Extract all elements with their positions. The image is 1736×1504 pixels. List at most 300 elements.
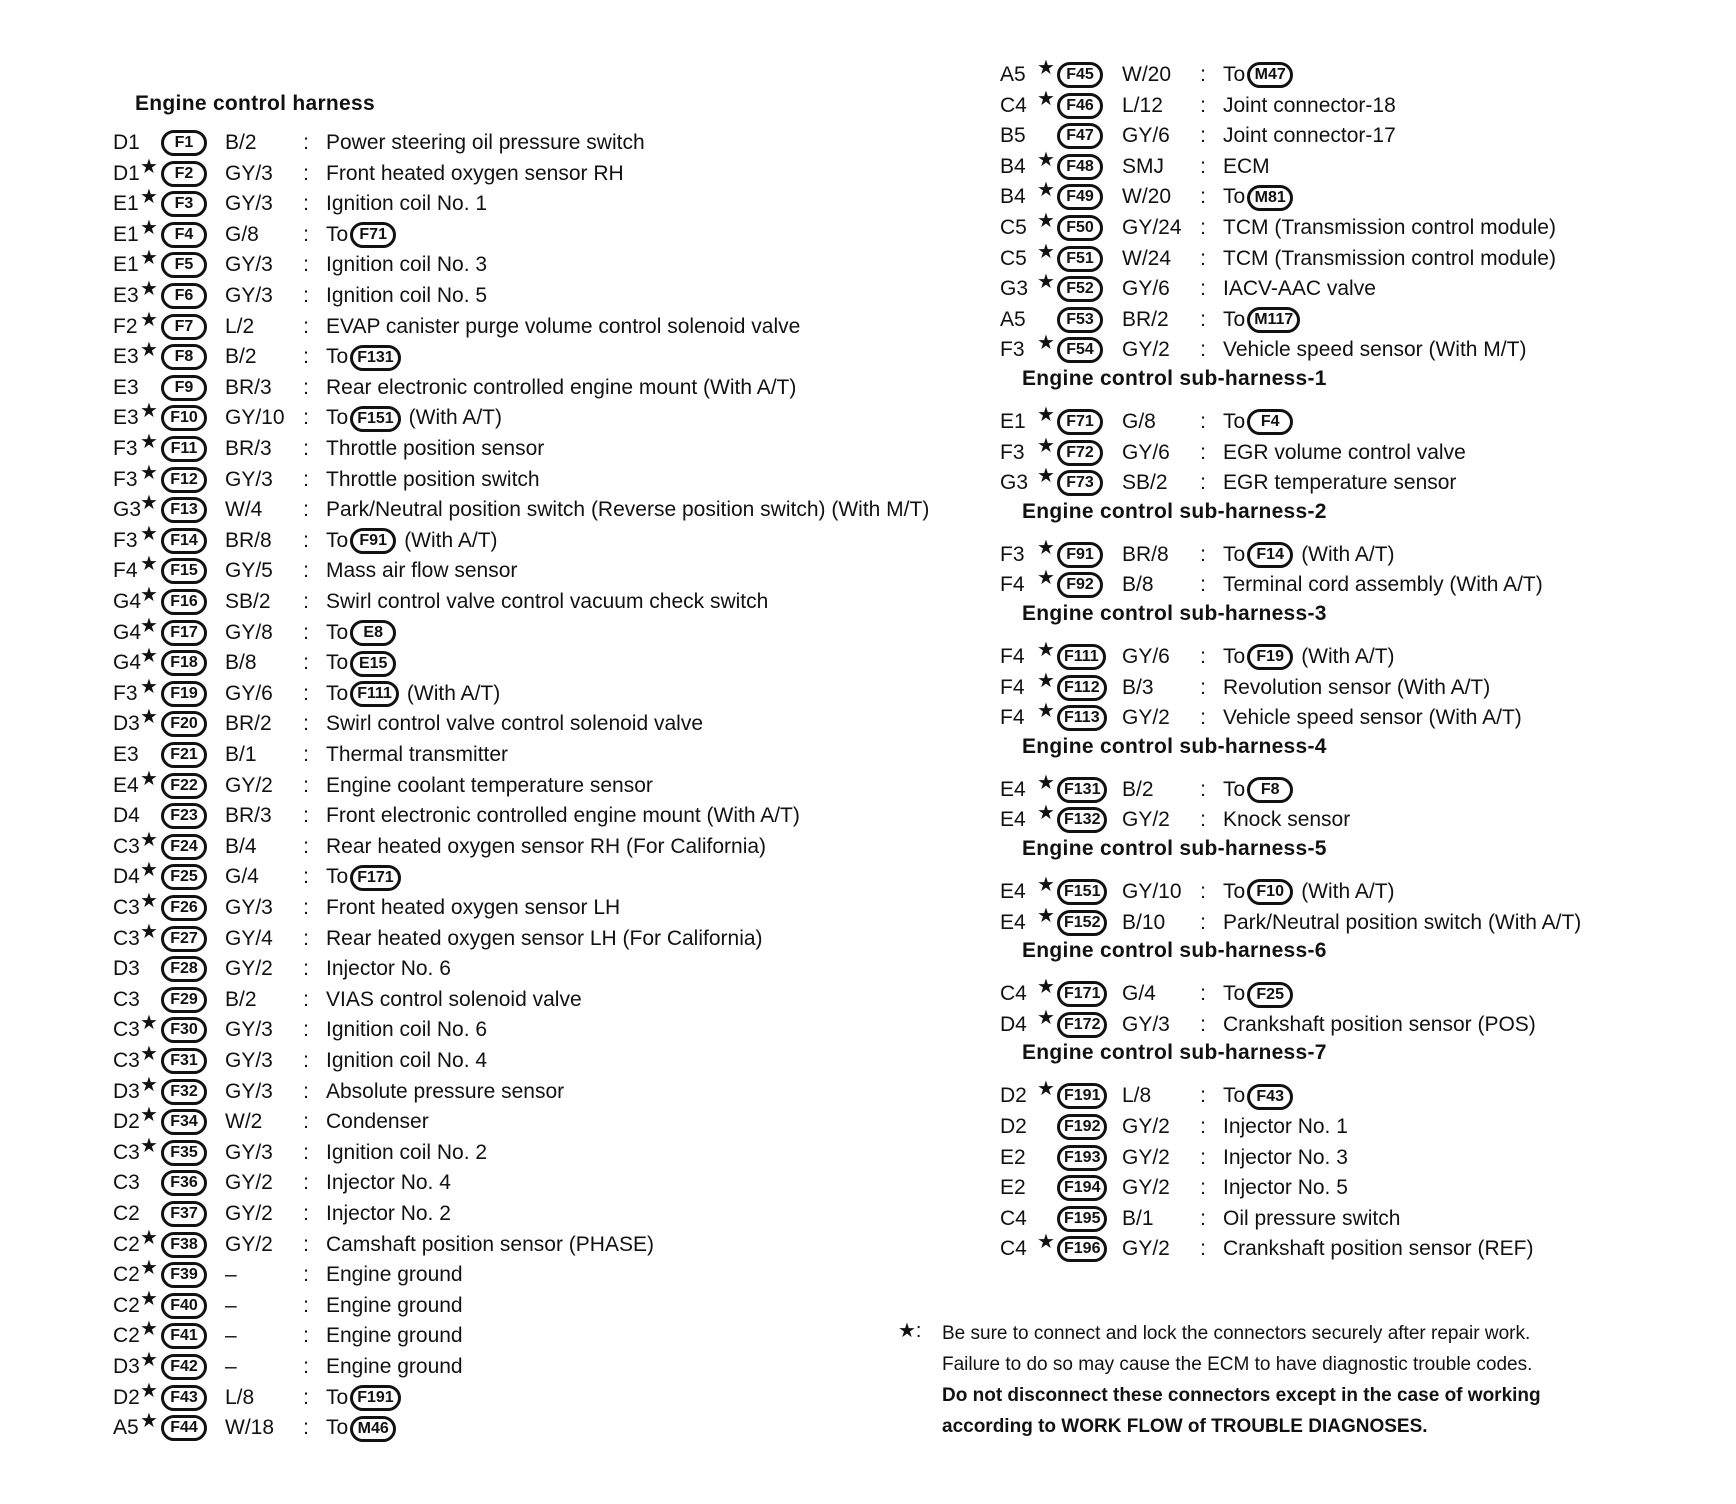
star-icon: ★ bbox=[1037, 904, 1055, 927]
description-text: Camshaft position sensor (PHASE) bbox=[326, 1232, 654, 1256]
grid-location: C3 bbox=[113, 1171, 140, 1195]
footnote-line-2: Failure to do so may cause the ECM to have diagnostic trouble codes. bbox=[942, 1354, 1533, 1375]
wire-spec: B/8 bbox=[1122, 573, 1154, 597]
connector-description bbox=[326, 128, 645, 158]
separator: : bbox=[303, 222, 309, 246]
grid-location: F4 bbox=[113, 559, 138, 583]
description-text: Condenser bbox=[326, 1110, 429, 1134]
description-text: Park/Neutral position switch (Reverse position switch) (With M/T) bbox=[326, 498, 930, 522]
connector-row bbox=[1000, 669, 1736, 703]
separator: : bbox=[303, 284, 309, 307]
grid-location: C4 bbox=[1000, 1206, 1027, 1230]
grid-location: E3 bbox=[113, 406, 139, 430]
grid-location: F3 bbox=[1000, 440, 1025, 464]
target-connector: E15 bbox=[350, 651, 396, 677]
connector-description bbox=[326, 312, 800, 342]
connector-description bbox=[1223, 642, 1395, 672]
connector-description bbox=[326, 618, 396, 648]
connector-id: F8 bbox=[161, 344, 207, 370]
separator: : bbox=[1200, 185, 1206, 209]
description-text: Rear heated oxygen sensor LH (For California) bbox=[326, 926, 763, 950]
connector-id: F39 bbox=[161, 1262, 207, 1288]
description-text: To bbox=[326, 528, 349, 552]
connector-id: F42 bbox=[161, 1354, 207, 1380]
description-text: Crankshaft position sensor (POS) bbox=[1223, 1012, 1536, 1036]
connector-id: F172 bbox=[1057, 1012, 1107, 1038]
separator: : bbox=[1200, 808, 1206, 832]
grid-location: E3 bbox=[113, 284, 139, 307]
target-connector: F25 bbox=[1247, 982, 1293, 1008]
wire-spec: BR/2 bbox=[225, 712, 272, 736]
connector-description bbox=[326, 924, 763, 954]
connector-id: F44 bbox=[161, 1415, 207, 1441]
star-icon: ★ bbox=[1037, 771, 1055, 794]
description-text: To bbox=[326, 1416, 349, 1440]
connector-id: F43 bbox=[161, 1385, 207, 1411]
connector-id: F171 bbox=[1057, 981, 1107, 1007]
star-icon: ★ bbox=[1037, 210, 1055, 232]
separator: : bbox=[1200, 573, 1206, 597]
wire-spec: GY/3 bbox=[225, 1049, 273, 1072]
connector-id: F52 bbox=[1057, 276, 1103, 302]
section-title: Engine control sub-harness-4 bbox=[1022, 734, 1327, 758]
wire-spec: B/2 bbox=[225, 987, 257, 1011]
connector-description bbox=[326, 434, 544, 464]
connector-description bbox=[326, 1413, 396, 1443]
connector-id: F41 bbox=[161, 1323, 207, 1349]
description-text: To bbox=[1223, 542, 1246, 566]
grid-location: E3 bbox=[113, 345, 139, 369]
connector-row bbox=[0, 706, 1000, 739]
wire-spec: GY/2 bbox=[1122, 1145, 1170, 1169]
connector-description bbox=[326, 954, 451, 984]
target-connector: M81 bbox=[1247, 185, 1293, 211]
connector-row bbox=[1000, 179, 1736, 212]
connector-id: F191 bbox=[1057, 1083, 1107, 1109]
connector-id: F112 bbox=[1057, 675, 1107, 701]
wire-spec: – bbox=[225, 1263, 237, 1287]
connector-id: F48 bbox=[1057, 154, 1103, 180]
connector-id: F5 bbox=[161, 252, 207, 278]
grid-location: F3 bbox=[1000, 542, 1025, 566]
star-icon: ★ bbox=[140, 706, 158, 729]
wire-spec: GY/3 bbox=[225, 467, 273, 491]
connector-description bbox=[326, 1352, 463, 1382]
description-text: Engine ground bbox=[326, 1263, 463, 1287]
connector-id: F37 bbox=[161, 1201, 207, 1227]
connector-id: F195 bbox=[1057, 1206, 1107, 1232]
connector-description bbox=[1223, 1081, 1293, 1111]
wire-spec: BR/3 bbox=[225, 437, 272, 460]
star-icon: ★ bbox=[140, 400, 158, 423]
grid-location: D3 bbox=[113, 1355, 140, 1378]
star-icon: ★ bbox=[140, 1073, 158, 1096]
target-connector: F43 bbox=[1247, 1084, 1293, 1110]
description-suffix: (With A/T) bbox=[404, 528, 498, 552]
grid-location: F3 bbox=[113, 467, 138, 491]
wire-spec: GY/24 bbox=[1122, 216, 1182, 239]
description-text: To bbox=[1223, 982, 1246, 1006]
target-connector: F131 bbox=[350, 345, 400, 371]
connector-id: F27 bbox=[161, 926, 207, 952]
description-suffix: (With A/T) bbox=[1301, 645, 1395, 668]
star-icon: ★ bbox=[1037, 874, 1055, 896]
description-text: Rear electronic controlled engine mount (With A/T) bbox=[326, 375, 797, 399]
connector-description bbox=[1223, 805, 1350, 835]
wire-spec: G/4 bbox=[225, 865, 259, 889]
wire-spec: BR/8 bbox=[225, 528, 272, 552]
star-icon: ★ bbox=[140, 339, 158, 362]
separator: : bbox=[303, 590, 309, 613]
connector-id: F192 bbox=[1057, 1114, 1107, 1140]
description-text: To bbox=[1223, 1084, 1246, 1108]
target-connector: F14 bbox=[1247, 542, 1293, 568]
separator: : bbox=[303, 865, 309, 889]
grid-location: B4 bbox=[1000, 185, 1026, 209]
grid-location: E4 bbox=[1000, 910, 1026, 934]
connector-description bbox=[1223, 91, 1396, 121]
grid-location: E1 bbox=[113, 253, 139, 277]
grid-location: A5 bbox=[113, 1416, 139, 1440]
connector-description bbox=[326, 1107, 429, 1137]
description-text: To bbox=[1223, 185, 1246, 209]
connector-description bbox=[326, 1077, 564, 1107]
description-text: Vehicle speed sensor (With M/T) bbox=[1223, 338, 1527, 362]
wire-spec: B/3 bbox=[1122, 675, 1154, 699]
wire-spec: W/2 bbox=[225, 1110, 263, 1134]
section-title: Engine control sub-harness-2 bbox=[1022, 499, 1327, 523]
connector-row bbox=[1000, 404, 1736, 437]
star-icon: ★ bbox=[1037, 1078, 1055, 1101]
connector-description bbox=[326, 250, 487, 280]
grid-location: D2 bbox=[113, 1385, 140, 1409]
connector-id: F50 bbox=[1057, 215, 1103, 241]
separator: : bbox=[1200, 706, 1206, 730]
connector-row bbox=[1000, 332, 1736, 365]
connector-row bbox=[1000, 1231, 1736, 1264]
star-icon: ★ bbox=[1037, 434, 1055, 457]
description-text: To bbox=[326, 1385, 349, 1409]
grid-location: E4 bbox=[1000, 777, 1026, 801]
description-suffix: (With A/T) bbox=[1301, 880, 1395, 903]
description-text: To bbox=[326, 406, 349, 430]
connector-id: F71 bbox=[1057, 409, 1103, 435]
target-connector: F111 bbox=[350, 681, 399, 707]
connector-description bbox=[326, 403, 502, 433]
connector-row bbox=[1000, 802, 1736, 835]
wire-spec: GY/3 bbox=[225, 284, 273, 307]
star-icon: ★ bbox=[1037, 669, 1055, 692]
description-text: To bbox=[326, 681, 349, 705]
target-connector: F91 bbox=[350, 528, 396, 554]
wire-spec: G/4 bbox=[1122, 982, 1156, 1006]
connector-description bbox=[326, 556, 517, 586]
description-text: Throttle position switch bbox=[326, 467, 540, 491]
wire-spec: L/12 bbox=[1122, 93, 1163, 117]
wire-spec: W/20 bbox=[1122, 185, 1172, 209]
description-text: Ignition coil No. 6 bbox=[326, 1018, 488, 1042]
wire-spec: B/8 bbox=[225, 651, 257, 675]
wire-spec: GY/6 bbox=[1122, 440, 1170, 464]
description-text: Terminal cord assembly (With A/T) bbox=[1223, 573, 1543, 597]
connector-description bbox=[326, 159, 624, 189]
grid-location: F4 bbox=[1000, 645, 1025, 668]
wire-spec: GY/3 bbox=[225, 192, 273, 216]
grid-location: C2 bbox=[113, 1263, 140, 1287]
wire-spec: B/2 bbox=[225, 131, 257, 154]
description-text: Injector No. 2 bbox=[326, 1202, 451, 1225]
connector-row bbox=[0, 1410, 1000, 1443]
connector-description bbox=[326, 648, 396, 678]
star-icon: ★ bbox=[140, 216, 158, 239]
connector-description bbox=[326, 189, 487, 219]
description-text: To bbox=[1223, 63, 1246, 86]
connector-row bbox=[1000, 1112, 1736, 1142]
grid-location: D4 bbox=[113, 865, 140, 889]
wire-spec: GY/2 bbox=[1122, 1237, 1170, 1261]
connector-id: F152 bbox=[1057, 910, 1107, 936]
connector-id: F2 bbox=[161, 161, 207, 187]
description-text: Ignition coil No. 2 bbox=[326, 1140, 488, 1164]
connector-description bbox=[1223, 213, 1556, 243]
star-icon: ★ bbox=[140, 614, 158, 637]
connector-description bbox=[326, 801, 800, 831]
connector-description bbox=[326, 281, 487, 311]
connector-description bbox=[1223, 1112, 1348, 1142]
separator: : bbox=[303, 1293, 309, 1317]
wire-spec: W/4 bbox=[225, 498, 263, 522]
separator: : bbox=[303, 1355, 309, 1378]
connector-id: F132 bbox=[1057, 807, 1107, 833]
wire-spec: GY/3 bbox=[225, 1140, 273, 1164]
connector-id: F36 bbox=[161, 1170, 207, 1196]
connector-description bbox=[1223, 775, 1293, 805]
description-text: Knock sensor bbox=[1223, 808, 1351, 832]
wire-spec: GY/2 bbox=[1122, 706, 1170, 730]
grid-location: F4 bbox=[1000, 706, 1025, 730]
separator: : bbox=[303, 467, 309, 491]
connector-description bbox=[326, 373, 796, 403]
grid-location: G4 bbox=[113, 620, 142, 644]
star-icon: ★ bbox=[140, 675, 158, 698]
description-text: Ignition coil No. 1 bbox=[326, 192, 488, 216]
description-text: To bbox=[326, 651, 349, 675]
description-text: EGR volume control valve bbox=[1223, 440, 1466, 464]
wire-spec: SB/2 bbox=[1122, 471, 1168, 495]
grid-location: F4 bbox=[1000, 675, 1025, 699]
connector-row bbox=[1000, 305, 1736, 335]
grid-location: D3 bbox=[113, 957, 140, 981]
connector-description bbox=[326, 526, 498, 556]
description-text: Engine coolant temperature sensor bbox=[326, 773, 653, 797]
separator: : bbox=[1200, 1176, 1206, 1200]
connector-row bbox=[0, 1134, 1000, 1168]
separator: : bbox=[303, 1416, 309, 1440]
separator: : bbox=[303, 834, 309, 858]
connector-id: F10 bbox=[161, 405, 207, 431]
star-icon: ★ bbox=[140, 1226, 158, 1249]
description-text: To bbox=[1223, 880, 1246, 903]
star-icon: ★ bbox=[1037, 87, 1055, 110]
connector-id: F73 bbox=[1057, 470, 1103, 496]
wire-spec: GY/6 bbox=[1122, 124, 1170, 148]
description-text: Injector No. 1 bbox=[1223, 1115, 1348, 1138]
wire-spec: GY/2 bbox=[1122, 1115, 1170, 1138]
wire-spec: GY/3 bbox=[225, 1079, 273, 1103]
separator: : bbox=[1200, 440, 1206, 464]
star-icon: ★ bbox=[1037, 567, 1055, 590]
star-icon: ★ bbox=[1037, 536, 1055, 559]
target-connector: E8 bbox=[350, 620, 396, 646]
connector-id: F19 bbox=[161, 681, 207, 707]
description-text: EVAP canister purge volume control solenoid valve bbox=[326, 314, 801, 338]
wire-spec: GY/2 bbox=[225, 1202, 273, 1225]
separator: : bbox=[1200, 63, 1206, 86]
wire-spec: BR/3 bbox=[225, 804, 272, 828]
description-text: Vehicle speed sensor (With A/T) bbox=[1223, 706, 1522, 730]
connector-description bbox=[326, 1138, 487, 1168]
description-text: TCM (Transmission control module) bbox=[1223, 216, 1556, 239]
connector-row bbox=[1000, 57, 1736, 90]
description-text: Front heated oxygen sensor LH bbox=[326, 896, 621, 919]
description-text: Throttle position sensor bbox=[326, 437, 545, 460]
separator: : bbox=[1200, 1145, 1206, 1169]
wire-spec: BR/2 bbox=[1122, 307, 1169, 331]
connector-description bbox=[326, 587, 768, 617]
separator: : bbox=[303, 1263, 309, 1287]
star-icon: ★ bbox=[140, 1349, 158, 1371]
connector-row bbox=[0, 767, 1000, 801]
separator: : bbox=[1200, 1115, 1206, 1138]
description-text: Ignition coil No. 5 bbox=[326, 284, 488, 307]
star-icon: ★ bbox=[1037, 802, 1055, 825]
separator: : bbox=[303, 896, 309, 919]
connector-id: F91 bbox=[1057, 542, 1103, 568]
description-text: Crankshaft position sensor (REF) bbox=[1223, 1237, 1534, 1261]
separator: : bbox=[1200, 277, 1206, 301]
connector-description bbox=[1223, 468, 1456, 498]
star-icon: ★ bbox=[140, 890, 158, 912]
connector-description bbox=[326, 1230, 654, 1260]
grid-location: C4 bbox=[1000, 1237, 1027, 1261]
grid-location: G4 bbox=[113, 651, 142, 675]
grid-location: E3 bbox=[113, 743, 139, 766]
separator: : bbox=[1200, 410, 1206, 433]
connector-id: F45 bbox=[1057, 62, 1103, 88]
connector-description bbox=[1223, 407, 1293, 437]
wire-spec: GY/2 bbox=[1122, 1176, 1170, 1200]
wire-spec: GY/6 bbox=[1122, 277, 1170, 301]
star-icon: ★ bbox=[1037, 57, 1055, 79]
separator: : bbox=[303, 743, 309, 766]
grid-location: D4 bbox=[1000, 1012, 1027, 1036]
target-connector: F151 bbox=[350, 406, 400, 432]
connector-id: F34 bbox=[161, 1109, 207, 1135]
footnote-marker: ★: bbox=[898, 1320, 922, 1342]
separator: : bbox=[303, 1202, 309, 1225]
description-text: Ignition coil No. 3 bbox=[326, 253, 488, 277]
connector-id: F54 bbox=[1057, 337, 1103, 363]
wire-spec: GY/3 bbox=[225, 896, 273, 919]
connector-description bbox=[1223, 274, 1376, 304]
star-icon: ★ bbox=[140, 553, 158, 576]
description-text: Swirl control valve control solenoid valve bbox=[326, 712, 704, 736]
separator: : bbox=[1200, 338, 1206, 362]
separator: : bbox=[303, 712, 309, 736]
connector-id: F151 bbox=[1057, 879, 1107, 905]
wire-spec: W/18 bbox=[225, 1416, 275, 1440]
target-connector: F19 bbox=[1247, 644, 1293, 670]
connector-id: F11 bbox=[161, 436, 207, 462]
separator: : bbox=[1200, 246, 1206, 270]
separator: : bbox=[1200, 645, 1206, 668]
separator: : bbox=[303, 1324, 309, 1348]
star-icon: ★ bbox=[1037, 639, 1055, 661]
separator: : bbox=[303, 651, 309, 675]
grid-location: B5 bbox=[1000, 124, 1026, 148]
connector-row bbox=[1000, 1143, 1736, 1173]
connector-description bbox=[326, 1015, 487, 1045]
wire-spec: GY/2 bbox=[225, 773, 273, 797]
connector-row bbox=[1000, 271, 1736, 304]
connector-row bbox=[0, 920, 1000, 954]
connector-row bbox=[1000, 1173, 1736, 1203]
description-text: Revolution sensor (With A/T) bbox=[1223, 675, 1491, 699]
connector-row bbox=[1000, 434, 1736, 468]
connector-description bbox=[1223, 877, 1395, 907]
section-title: Engine control sub-harness-7 bbox=[1022, 1041, 1327, 1065]
wire-spec: GY/10 bbox=[1122, 880, 1182, 903]
wire-spec: GY/2 bbox=[1122, 808, 1170, 832]
section-title: Engine control sub-harness-5 bbox=[1022, 837, 1327, 860]
separator: : bbox=[1200, 1206, 1206, 1230]
star-icon: ★ bbox=[140, 1287, 158, 1310]
separator: : bbox=[303, 253, 309, 277]
grid-location: B4 bbox=[1000, 154, 1026, 178]
separator: : bbox=[1200, 124, 1206, 148]
connector-description bbox=[326, 985, 582, 1015]
grid-location: E1 bbox=[1000, 410, 1026, 433]
grid-location: E1 bbox=[113, 192, 139, 216]
connector-id: F9 bbox=[161, 375, 207, 401]
connector-id: F72 bbox=[1057, 440, 1103, 466]
grid-location: E2 bbox=[1000, 1145, 1026, 1169]
grid-location: F3 bbox=[113, 681, 138, 705]
wire-spec: SB/2 bbox=[225, 590, 271, 613]
connector-row bbox=[1000, 1204, 1736, 1234]
star-icon: ★ bbox=[140, 278, 158, 300]
target-connector: F8 bbox=[1247, 777, 1293, 803]
wire-spec: GY/2 bbox=[225, 1232, 273, 1256]
wire-spec: GY/6 bbox=[225, 681, 273, 705]
footnote-line-3: Do not disconnect these connectors except in the case of working bbox=[942, 1385, 1541, 1406]
connector-row bbox=[1000, 904, 1736, 938]
description-text: TCM (Transmission control module) bbox=[1223, 246, 1556, 270]
separator: : bbox=[303, 1049, 309, 1072]
wire-spec: BR/3 bbox=[225, 375, 272, 399]
star-icon: ★ bbox=[1037, 148, 1055, 171]
section-title: Engine control sub-harness-1 bbox=[1022, 367, 1327, 390]
connector-description bbox=[326, 709, 703, 739]
description-text: To bbox=[1223, 410, 1246, 433]
connector-id: F3 bbox=[161, 191, 207, 217]
separator: : bbox=[303, 681, 309, 705]
description-text: Swirl control valve control vacuum check switch bbox=[326, 590, 769, 613]
star-icon: ★ bbox=[1037, 1006, 1055, 1029]
grid-location: F4 bbox=[1000, 573, 1025, 597]
wire-spec: BR/8 bbox=[1122, 542, 1169, 566]
grid-location: C4 bbox=[1000, 93, 1027, 117]
